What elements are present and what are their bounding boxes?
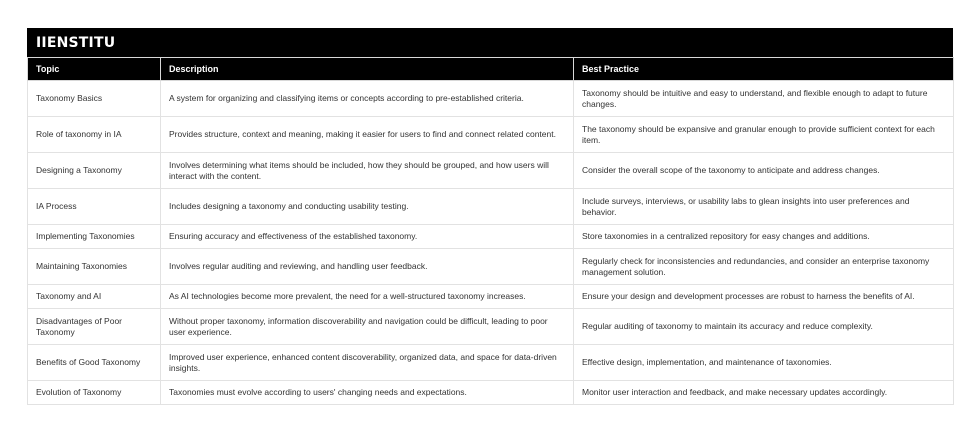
cell-best-practice: The taxonomy should be expansive and granular enough to provide sufficient context for each item. — [574, 117, 954, 153]
cell-best-practice: Taxonomy should be intuitive and easy to understand, and flexible enough to adapt to future changes. — [574, 81, 954, 117]
cell-topic: Benefits of Good Taxonomy — [28, 345, 161, 381]
cell-best-practice: Regular auditing of taxonomy to maintain its accuracy and reduce complexity. — [574, 309, 954, 345]
cell-description: A system for organizing and classifying items or concepts according to pre-established criteria. — [161, 81, 574, 117]
header-best-practice: Best Practice — [574, 58, 954, 81]
cell-topic: Maintaining Taxonomies — [28, 249, 161, 285]
table-row — [28, 189, 954, 225]
cell-best-practice: Consider the overall scope of the taxonomy to anticipate and address changes. — [574, 153, 954, 189]
table-row — [28, 381, 954, 405]
cell-description: As AI technologies become more prevalent, the need for a well-structured taxonomy increases. — [161, 285, 574, 309]
cell-description: Taxonomies must evolve according to users' changing needs and expectations. — [161, 381, 574, 405]
table-row — [28, 117, 954, 153]
cell-best-practice: Regularly check for inconsistencies and redundancies, and consider an enterprise taxonomy management solution. — [574, 249, 954, 285]
cell-best-practice: Store taxonomies in a centralized repository for easy changes and additions. — [574, 225, 954, 249]
cell-best-practice: Include surveys, interviews, or usability labs to glean insights into user preferences and behavior. — [574, 189, 954, 225]
table-row — [28, 249, 954, 285]
header-description: Description — [161, 58, 574, 81]
cell-description: Involves regular auditing and reviewing, and handling user feedback. — [161, 249, 574, 285]
cell-description: Without proper taxonomy, information discoverability and navigation could be difficult, leading to poor user experience. — [161, 309, 574, 345]
cell-description: Involves determining what items should be included, how they should be grouped, and how users will interact with the content. — [161, 153, 574, 189]
table-row — [28, 309, 954, 345]
cell-topic: Taxonomy and AI — [28, 285, 161, 309]
content-wrapper — [27, 28, 953, 405]
cell-topic: Taxonomy Basics — [28, 81, 161, 117]
taxonomy-table — [27, 57, 954, 405]
cell-description: Includes designing a taxonomy and conducting usability testing. — [161, 189, 574, 225]
cell-best-practice: Ensure your design and development processes are robust to harness the benefits of AI. — [574, 285, 954, 309]
cell-topic: IA Process — [28, 189, 161, 225]
table-row — [28, 81, 954, 117]
cell-topic: Disadvantages of Poor Taxonomy — [28, 309, 161, 345]
table-row — [28, 153, 954, 189]
cell-description: Improved user experience, enhanced content discoverability, organized data, and space for data-driven insights. — [161, 345, 574, 381]
cell-topic: Role of taxonomy in IA — [28, 117, 161, 153]
cell-best-practice: Monitor user interaction and feedback, and make necessary updates accordingly. — [574, 381, 954, 405]
header-row — [28, 58, 954, 81]
table-row — [28, 345, 954, 381]
brand-header: IIENSTITU — [27, 28, 953, 57]
table-header — [28, 58, 954, 81]
cell-topic: Evolution of Taxonomy — [28, 381, 161, 405]
cell-topic: Implementing Taxonomies — [28, 225, 161, 249]
cell-description: Provides structure, context and meaning, making it easier for users to find and connect related content. — [161, 117, 574, 153]
cell-description: Ensuring accuracy and effectiveness of the established taxonomy. — [161, 225, 574, 249]
header-topic: Topic — [28, 58, 161, 81]
cell-topic: Designing a Taxonomy — [28, 153, 161, 189]
table-body — [28, 81, 954, 405]
cell-best-practice: Effective design, implementation, and maintenance of taxonomies. — [574, 345, 954, 381]
table-row — [28, 225, 954, 249]
table-row — [28, 285, 954, 309]
